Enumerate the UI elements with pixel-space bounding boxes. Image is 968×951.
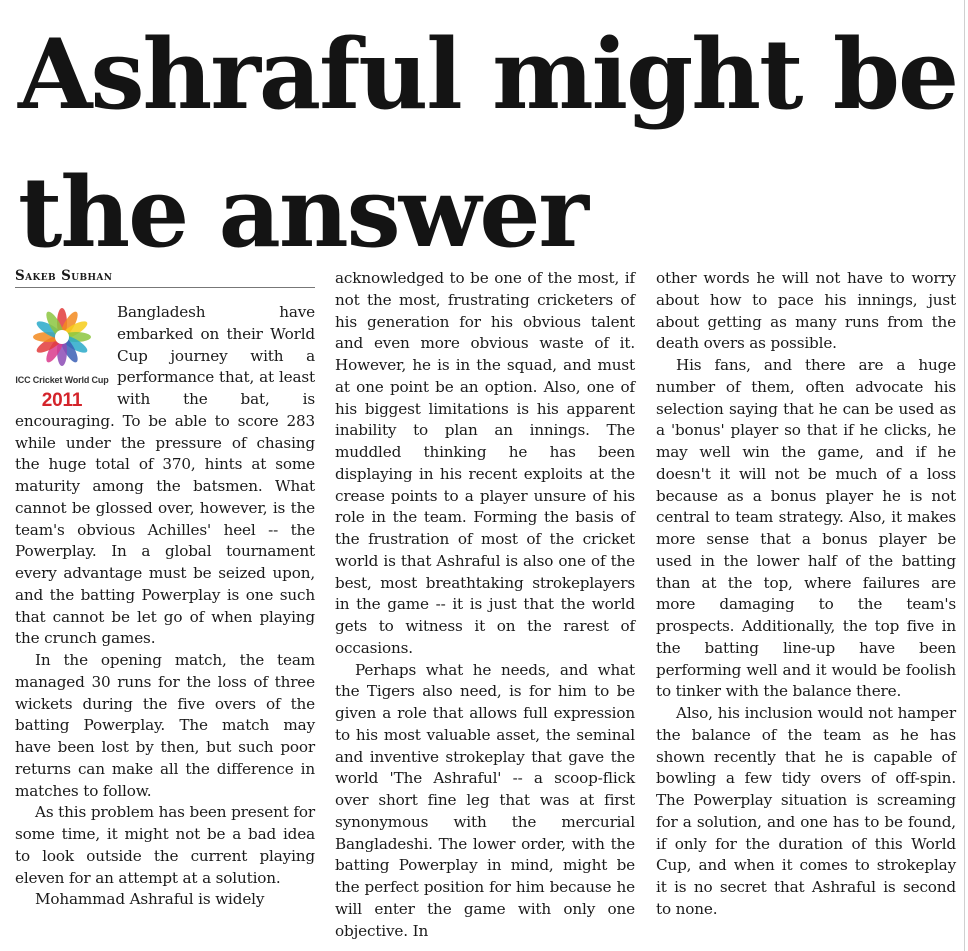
world-cup-emblem-icon (29, 306, 95, 368)
column-rule (964, 0, 965, 951)
paragraph: acknowledged to be one of the most, if not the most, frustrating cricketers of his generation for his obvious talent and even more obvious waste of it. However, he is in the squad, and must at one point be an option. Also, one of his biggest limitations is his apparent inability to plan an innings. The muddled thinking he has been displaying in his recent exploits at the crease points to a player unsure of his role in the team. Forming the basis of the frustration of most of the cricket world is that Ashraful is also one of the best, most breathtaking strokeplayers in the game -- it is just that the world gets to witness it on the rarest of occasions. (335, 269, 635, 657)
paragraph: Also, his inclusion would not hamper the balance of the team as he has shown recently that he is capable of bowling a few tidy overs of off-spin. The Powerplay situation is screaming for a solution, and one has to be found, if only for the duration of this World Cup, and when it comes to strokeplay it is no secret that Ashraful is second to none. (656, 704, 956, 918)
logo-year: 2011 (41, 389, 83, 411)
paragraph: Perhaps what he needs, and what the Tigers also need, is for him to be given a role that allows full expression to his most valuable asset, the seminal and inventive strokeplay that gave the world 'The Ashraful' -- a scoop-flick over short fine leg that was at first synonymous with the mercurial Bangladeshi. The lower order, with the batting Powerplay in mind, might be the perfect position for him because he will enter the game with only one objective. In (335, 660, 635, 940)
logo-text: ICC Cricket World Cup (15, 375, 109, 385)
paragraph: other words he will not have to worry about how to pace his innings, just about getting as many runs from the death overs as possible. (656, 269, 956, 353)
article-column-2 (335, 268, 635, 942)
world-cup-logo (15, 306, 109, 411)
byline: Sakeb Subhan (15, 268, 315, 288)
article-column-1 (15, 302, 315, 911)
article-column-3 (656, 268, 956, 921)
paragraph: Mohammad Ashraful is widely (35, 890, 265, 909)
paragraph: His fans, and there are a huge number of them, often advocate his selection saying that he can be used as a 'bonus' player so that if he clicks, he may well win the game, and if he doesn't it will not be much of a loss because as a bonus player he is not central to team strategy. Also, it makes more sense that a bonus player be used in the lower half of the batting than at the top, where failures are more damaging to the team's prospects. Additionally, the top five in the batting line-up have been performing well and it would be foolish to tinker with the balance there. (656, 356, 956, 701)
paragraph: Bangladesh have embarked on their World Cup journey with a performance that, at least with the bat, is encouraging. To be able to score 283 while under the pressure of chasing the huge total of 370, hints at some maturity among the batsmen. What cannot be glossed over, however, is the team's obvious Achilles' heel -- the Powerplay. In a global tournament every advantage must be seized upon, and the batting Powerplay is one such that cannot be let go of when playing the crunch games. (15, 303, 315, 648)
headline: Ashraful might be the answer (18, 18, 958, 269)
paragraph: As this problem has been present for some time, it might not be a bad idea to look outside the current playing eleven for an attempt at a solution. (15, 803, 315, 887)
paragraph: In the opening match, the team managed 30 runs for the loss of three wickets during the five overs of the batting Powerplay. The match may have been lost by then, but such poor returns can make all the difference in matches to follow. (15, 651, 315, 800)
